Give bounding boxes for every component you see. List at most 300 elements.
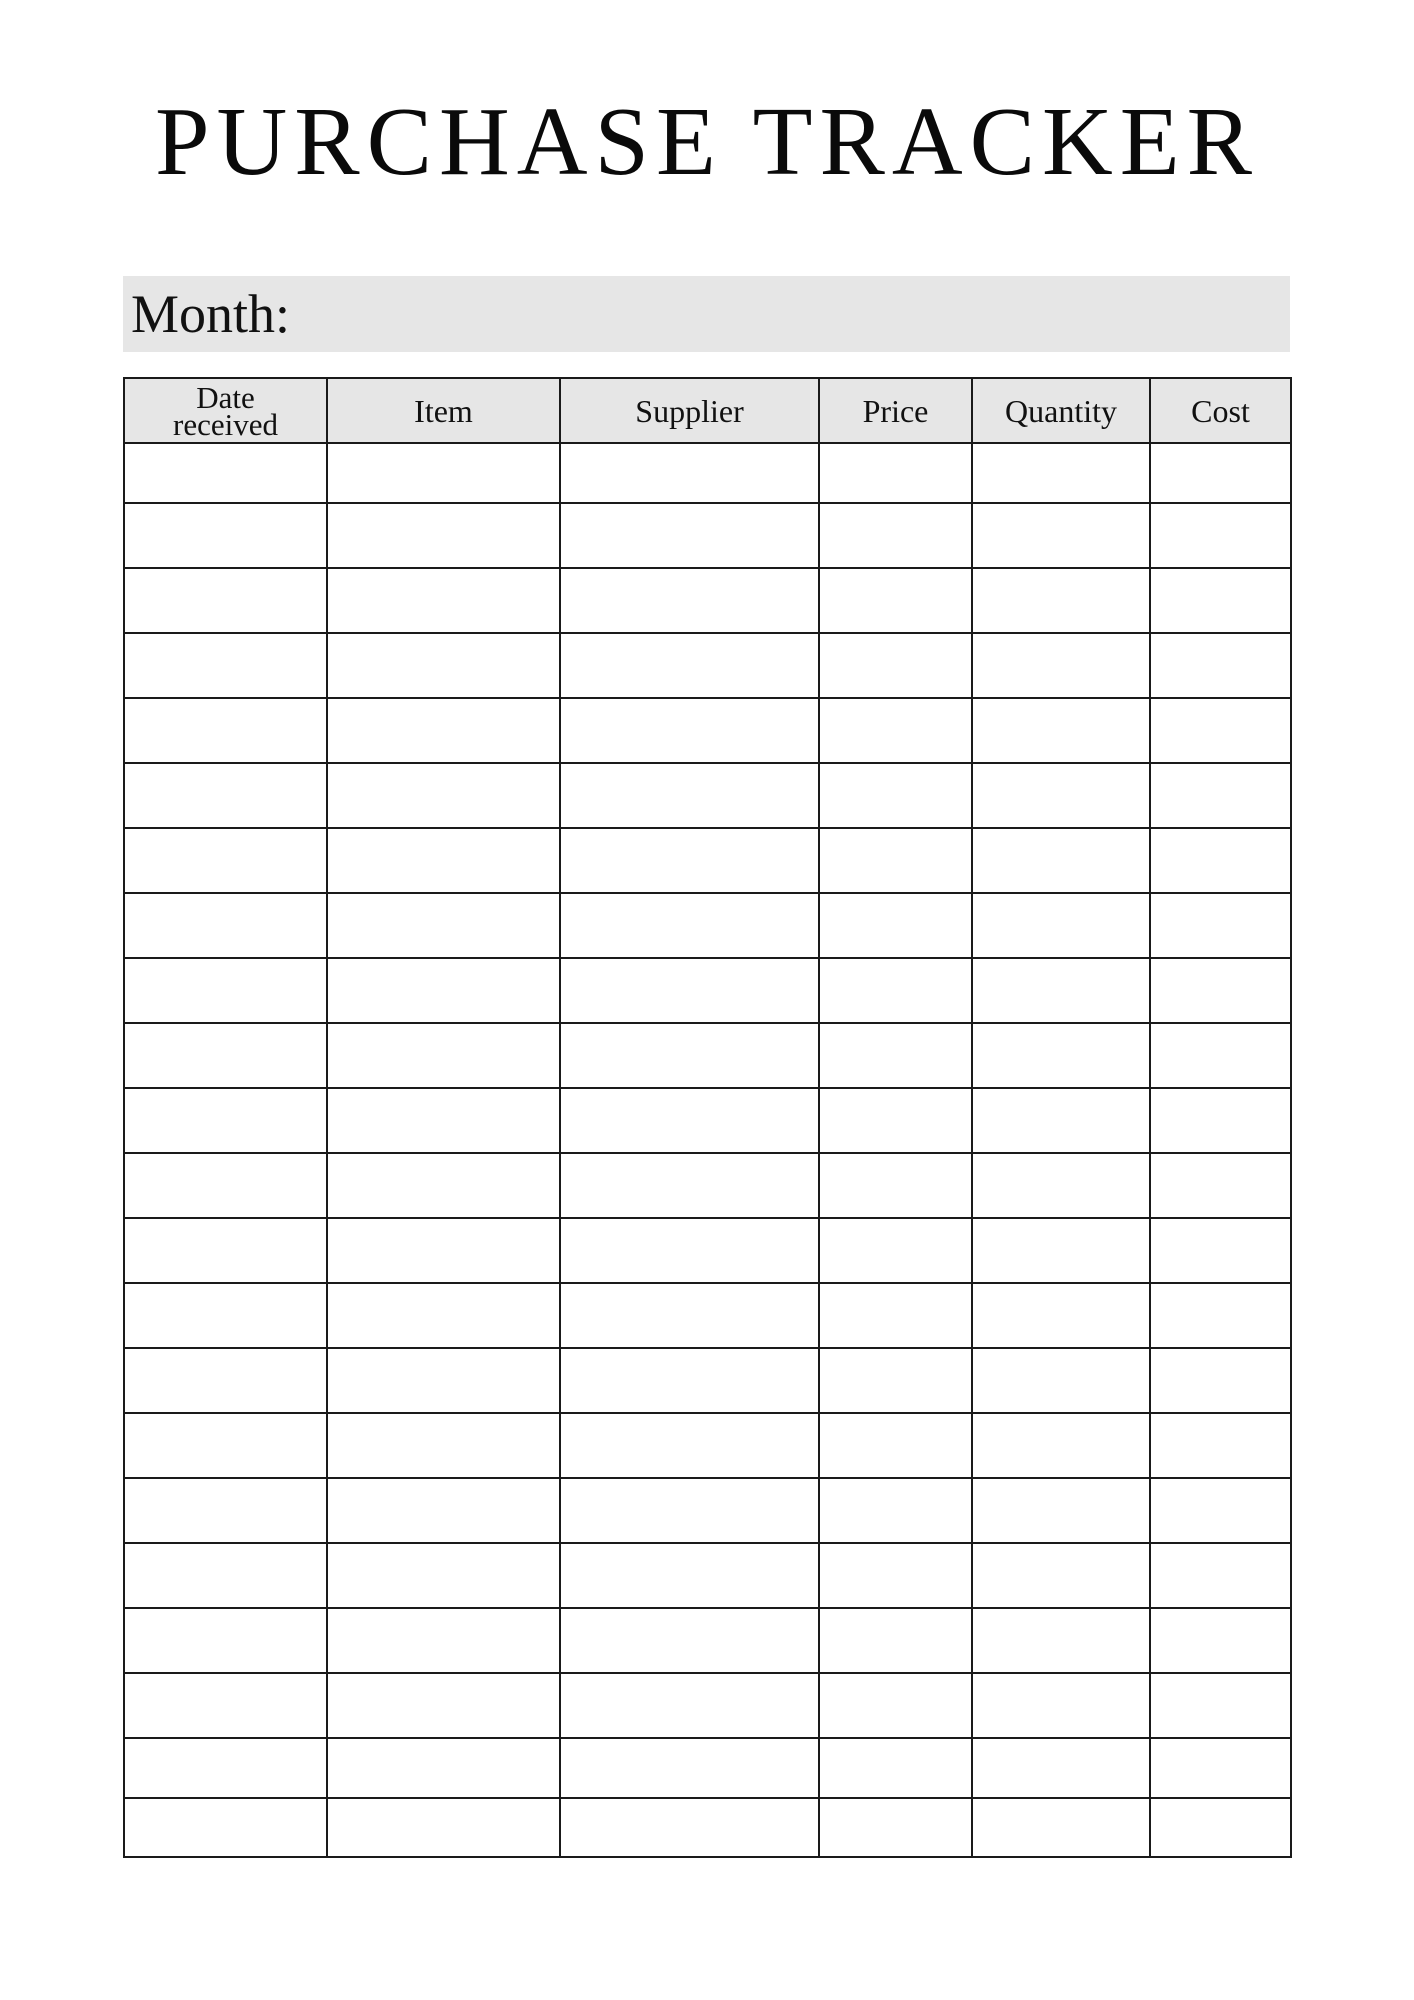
table-row bbox=[124, 1738, 1291, 1798]
quantity-input[interactable] bbox=[973, 504, 1149, 567]
price-input[interactable] bbox=[820, 699, 971, 762]
quantity-input[interactable] bbox=[973, 1024, 1149, 1087]
cell-quantity[interactable] bbox=[972, 828, 1150, 893]
cell-price[interactable] bbox=[819, 568, 972, 633]
cell-supplier[interactable] bbox=[560, 503, 819, 568]
quantity-input[interactable] bbox=[973, 1219, 1149, 1282]
quantity-input[interactable] bbox=[973, 1674, 1149, 1737]
cell-supplier[interactable] bbox=[560, 1738, 819, 1798]
date-received-input[interactable] bbox=[125, 1219, 326, 1282]
cell-item[interactable] bbox=[327, 1673, 560, 1738]
cell-cost[interactable] bbox=[1150, 503, 1291, 568]
cell-item[interactable] bbox=[327, 1413, 560, 1478]
cell-date_received[interactable] bbox=[124, 893, 327, 958]
cell-cost[interactable] bbox=[1150, 443, 1291, 503]
quantity-input[interactable] bbox=[973, 1349, 1149, 1412]
cell-supplier[interactable] bbox=[560, 1218, 819, 1283]
cost-input[interactable] bbox=[1151, 764, 1290, 827]
cell-item[interactable] bbox=[327, 633, 560, 698]
quantity-input[interactable] bbox=[973, 634, 1149, 697]
table-row bbox=[124, 1543, 1291, 1608]
price-input[interactable] bbox=[820, 959, 971, 1022]
cell-item[interactable] bbox=[327, 443, 560, 503]
item-input[interactable] bbox=[328, 764, 559, 827]
cell-date_received[interactable] bbox=[124, 1088, 327, 1153]
cost-input[interactable] bbox=[1151, 699, 1290, 762]
supplier-input[interactable] bbox=[561, 1544, 818, 1607]
supplier-input[interactable] bbox=[561, 1089, 818, 1152]
price-input[interactable] bbox=[820, 634, 971, 697]
cost-input[interactable] bbox=[1151, 829, 1290, 892]
date-received-input[interactable] bbox=[125, 1154, 326, 1217]
cell-cost[interactable] bbox=[1150, 568, 1291, 633]
cost-input[interactable] bbox=[1151, 1024, 1290, 1087]
cell-item[interactable] bbox=[327, 698, 560, 763]
cell-cost[interactable] bbox=[1150, 1413, 1291, 1478]
price-input[interactable] bbox=[820, 1674, 971, 1737]
cell-date_received[interactable] bbox=[124, 1608, 327, 1673]
item-input[interactable] bbox=[328, 1674, 559, 1737]
table-row bbox=[124, 698, 1291, 763]
cell-item[interactable] bbox=[327, 828, 560, 893]
month-input[interactable] bbox=[313, 284, 1280, 346]
cell-price[interactable] bbox=[819, 958, 972, 1023]
cell-item[interactable] bbox=[327, 503, 560, 568]
cell-date_received[interactable] bbox=[124, 1153, 327, 1218]
item-input[interactable] bbox=[328, 634, 559, 697]
cell-price[interactable] bbox=[819, 503, 972, 568]
cell-supplier[interactable] bbox=[560, 568, 819, 633]
cell-price[interactable] bbox=[819, 1738, 972, 1798]
cell-date_received[interactable] bbox=[124, 958, 327, 1023]
quantity-input[interactable] bbox=[973, 1479, 1149, 1542]
supplier-input[interactable] bbox=[561, 504, 818, 567]
date-received-input[interactable] bbox=[125, 1479, 326, 1542]
cell-date_received[interactable] bbox=[124, 633, 327, 698]
cell-price[interactable] bbox=[819, 1543, 972, 1608]
item-input[interactable] bbox=[328, 444, 559, 502]
supplier-input[interactable] bbox=[561, 1799, 818, 1856]
cell-supplier[interactable] bbox=[560, 698, 819, 763]
table-row bbox=[124, 443, 1291, 503]
price-input[interactable] bbox=[820, 1414, 971, 1477]
table-row bbox=[124, 1478, 1291, 1543]
cost-input[interactable] bbox=[1151, 1284, 1290, 1347]
quantity-input[interactable] bbox=[973, 1739, 1149, 1797]
table-row bbox=[124, 763, 1291, 828]
cell-item[interactable] bbox=[327, 1543, 560, 1608]
cell-supplier[interactable] bbox=[560, 893, 819, 958]
cost-input[interactable] bbox=[1151, 1544, 1290, 1607]
table-row bbox=[124, 568, 1291, 633]
cell-quantity[interactable] bbox=[972, 1738, 1150, 1798]
item-input[interactable] bbox=[328, 894, 559, 957]
quantity-input[interactable] bbox=[973, 1154, 1149, 1217]
table-row bbox=[124, 828, 1291, 893]
purchase-table bbox=[123, 377, 1292, 1858]
cell-price[interactable] bbox=[819, 1023, 972, 1088]
date-received-input[interactable] bbox=[125, 959, 326, 1022]
cell-item[interactable] bbox=[327, 1798, 560, 1857]
cell-date_received[interactable] bbox=[124, 568, 327, 633]
date-received-input[interactable] bbox=[125, 1674, 326, 1737]
quantity-input[interactable] bbox=[973, 764, 1149, 827]
date-received-input[interactable] bbox=[125, 1609, 326, 1672]
cost-input[interactable] bbox=[1151, 1219, 1290, 1282]
cost-input[interactable] bbox=[1151, 1349, 1290, 1412]
date-received-input[interactable] bbox=[125, 1024, 326, 1087]
item-input[interactable] bbox=[328, 1479, 559, 1542]
column-header-item: Item bbox=[327, 378, 560, 443]
quantity-input[interactable] bbox=[973, 1799, 1149, 1856]
price-input[interactable] bbox=[820, 1024, 971, 1087]
item-input[interactable] bbox=[328, 829, 559, 892]
price-input[interactable] bbox=[820, 1609, 971, 1672]
cell-quantity[interactable] bbox=[972, 1088, 1150, 1153]
cost-input[interactable] bbox=[1151, 1154, 1290, 1217]
cell-price[interactable] bbox=[819, 828, 972, 893]
cell-item[interactable] bbox=[327, 1153, 560, 1218]
item-input[interactable] bbox=[328, 1024, 559, 1087]
price-input[interactable] bbox=[820, 1154, 971, 1217]
cell-price[interactable] bbox=[819, 1283, 972, 1348]
cell-price[interactable] bbox=[819, 1088, 972, 1153]
cost-input[interactable] bbox=[1151, 1739, 1290, 1797]
supplier-input[interactable] bbox=[561, 699, 818, 762]
quantity-input[interactable] bbox=[973, 1414, 1149, 1477]
cell-date_received[interactable] bbox=[124, 1348, 327, 1413]
month-bar bbox=[123, 276, 1290, 352]
quantity-input[interactable] bbox=[973, 959, 1149, 1022]
cell-supplier[interactable] bbox=[560, 1153, 819, 1218]
table-row bbox=[124, 1153, 1291, 1218]
supplier-input[interactable] bbox=[561, 569, 818, 632]
cell-price[interactable] bbox=[819, 1348, 972, 1413]
cell-cost[interactable] bbox=[1150, 1088, 1291, 1153]
cell-cost[interactable] bbox=[1150, 958, 1291, 1023]
supplier-input[interactable] bbox=[561, 1284, 818, 1347]
cell-price[interactable] bbox=[819, 1798, 972, 1857]
cell-supplier[interactable] bbox=[560, 1348, 819, 1413]
cell-price[interactable] bbox=[819, 443, 972, 503]
cell-cost[interactable] bbox=[1150, 1798, 1291, 1857]
cell-price[interactable] bbox=[819, 1478, 972, 1543]
item-input[interactable] bbox=[328, 1089, 559, 1152]
price-input[interactable] bbox=[820, 1479, 971, 1542]
cell-date_received[interactable] bbox=[124, 1413, 327, 1478]
cell-date_received[interactable] bbox=[124, 1673, 327, 1738]
price-input[interactable] bbox=[820, 1219, 971, 1282]
cell-item[interactable] bbox=[327, 1478, 560, 1543]
item-input[interactable] bbox=[328, 569, 559, 632]
cell-item[interactable] bbox=[327, 958, 560, 1023]
cost-input[interactable] bbox=[1151, 569, 1290, 632]
cell-supplier[interactable] bbox=[560, 828, 819, 893]
column-header-date-line1: Date bbox=[196, 379, 255, 415]
cell-item[interactable] bbox=[327, 893, 560, 958]
table-row bbox=[124, 893, 1291, 958]
cell-date_received[interactable] bbox=[124, 763, 327, 828]
date-received-input[interactable] bbox=[125, 1284, 326, 1347]
cell-price[interactable] bbox=[819, 893, 972, 958]
date-received-input[interactable] bbox=[125, 894, 326, 957]
cell-quantity[interactable] bbox=[972, 698, 1150, 763]
cell-date_received[interactable] bbox=[124, 698, 327, 763]
date-received-input[interactable] bbox=[125, 504, 326, 567]
date-received-input[interactable] bbox=[125, 829, 326, 892]
column-header-price: Price bbox=[819, 378, 972, 443]
cell-cost[interactable] bbox=[1150, 763, 1291, 828]
price-input[interactable] bbox=[820, 569, 971, 632]
cost-input[interactable] bbox=[1151, 1089, 1290, 1152]
cell-cost[interactable] bbox=[1150, 828, 1291, 893]
cell-item[interactable] bbox=[327, 1283, 560, 1348]
cell-supplier[interactable] bbox=[560, 1088, 819, 1153]
cell-supplier[interactable] bbox=[560, 443, 819, 503]
cell-supplier[interactable] bbox=[560, 1543, 819, 1608]
cell-quantity[interactable] bbox=[972, 763, 1150, 828]
table-header bbox=[124, 378, 1291, 443]
month-label: Month: bbox=[131, 284, 291, 344]
price-input[interactable] bbox=[820, 1349, 971, 1412]
item-input[interactable] bbox=[328, 1799, 559, 1856]
item-input[interactable] bbox=[328, 504, 559, 567]
date-received-input[interactable] bbox=[125, 764, 326, 827]
supplier-input[interactable] bbox=[561, 1479, 818, 1542]
cell-quantity[interactable] bbox=[972, 633, 1150, 698]
cost-input[interactable] bbox=[1151, 444, 1290, 502]
supplier-input[interactable] bbox=[561, 634, 818, 697]
cell-cost[interactable] bbox=[1150, 1023, 1291, 1088]
supplier-input[interactable] bbox=[561, 1674, 818, 1737]
date-received-input[interactable] bbox=[125, 1089, 326, 1152]
quantity-input[interactable] bbox=[973, 894, 1149, 957]
item-input[interactable] bbox=[328, 1414, 559, 1477]
cell-supplier[interactable] bbox=[560, 1478, 819, 1543]
table-row bbox=[124, 503, 1291, 568]
cell-price[interactable] bbox=[819, 763, 972, 828]
cell-quantity[interactable] bbox=[972, 1608, 1150, 1673]
cell-date_received[interactable] bbox=[124, 1218, 327, 1283]
quantity-input[interactable] bbox=[973, 699, 1149, 762]
cell-supplier[interactable] bbox=[560, 763, 819, 828]
cell-date_received[interactable] bbox=[124, 1543, 327, 1608]
cell-cost[interactable] bbox=[1150, 1153, 1291, 1218]
item-input[interactable] bbox=[328, 959, 559, 1022]
cell-supplier[interactable] bbox=[560, 1283, 819, 1348]
cell-price[interactable] bbox=[819, 1153, 972, 1218]
cell-price[interactable] bbox=[819, 633, 972, 698]
cell-supplier[interactable] bbox=[560, 1023, 819, 1088]
supplier-input[interactable] bbox=[561, 1024, 818, 1087]
header-row bbox=[124, 378, 1291, 443]
cell-supplier[interactable] bbox=[560, 1673, 819, 1738]
price-input[interactable] bbox=[820, 764, 971, 827]
table-row bbox=[124, 1348, 1291, 1413]
cost-input[interactable] bbox=[1151, 1414, 1290, 1477]
table-row bbox=[124, 1023, 1291, 1088]
cell-date_received[interactable] bbox=[124, 1738, 327, 1798]
cell-cost[interactable] bbox=[1150, 1608, 1291, 1673]
item-input[interactable] bbox=[328, 1544, 559, 1607]
cell-supplier[interactable] bbox=[560, 633, 819, 698]
table-row bbox=[124, 1673, 1291, 1738]
cell-supplier[interactable] bbox=[560, 1798, 819, 1857]
cell-quantity[interactable] bbox=[972, 893, 1150, 958]
cell-date_received[interactable] bbox=[124, 503, 327, 568]
quantity-input[interactable] bbox=[973, 1544, 1149, 1607]
price-input[interactable] bbox=[820, 1739, 971, 1797]
cell-quantity[interactable] bbox=[972, 1218, 1150, 1283]
cell-quantity[interactable] bbox=[972, 1153, 1150, 1218]
cell-quantity[interactable] bbox=[972, 503, 1150, 568]
cell-price[interactable] bbox=[819, 1608, 972, 1673]
column-header-date-line2: received bbox=[173, 406, 278, 442]
cell-date_received[interactable] bbox=[124, 1478, 327, 1543]
cell-quantity[interactable] bbox=[972, 1023, 1150, 1088]
table-row bbox=[124, 633, 1291, 698]
item-input[interactable] bbox=[328, 1609, 559, 1672]
cell-supplier[interactable] bbox=[560, 1608, 819, 1673]
date-received-input[interactable] bbox=[125, 634, 326, 697]
cost-input[interactable] bbox=[1151, 1799, 1290, 1856]
table-row bbox=[124, 1608, 1291, 1673]
cell-quantity[interactable] bbox=[972, 443, 1150, 503]
cell-supplier[interactable] bbox=[560, 958, 819, 1023]
cell-cost[interactable] bbox=[1150, 1738, 1291, 1798]
supplier-input[interactable] bbox=[561, 829, 818, 892]
cell-quantity[interactable] bbox=[972, 1478, 1150, 1543]
supplier-input[interactable] bbox=[561, 444, 818, 502]
cell-item[interactable] bbox=[327, 1023, 560, 1088]
supplier-input[interactable] bbox=[561, 1414, 818, 1477]
page-title: PURCHASE TRACKER bbox=[154, 88, 1259, 196]
supplier-input[interactable] bbox=[561, 1739, 818, 1797]
cell-date_received[interactable] bbox=[124, 828, 327, 893]
cell-price[interactable] bbox=[819, 1413, 972, 1478]
cell-cost[interactable] bbox=[1150, 1218, 1291, 1283]
cell-quantity[interactable] bbox=[972, 1798, 1150, 1857]
cost-input[interactable] bbox=[1151, 504, 1290, 567]
table-row bbox=[124, 1088, 1291, 1153]
cell-price[interactable] bbox=[819, 1673, 972, 1738]
cell-cost[interactable] bbox=[1150, 698, 1291, 763]
table-row bbox=[124, 1218, 1291, 1283]
date-received-input[interactable] bbox=[125, 1799, 326, 1856]
cell-item[interactable] bbox=[327, 1218, 560, 1283]
cell-item[interactable] bbox=[327, 763, 560, 828]
quantity-input[interactable] bbox=[973, 569, 1149, 632]
cell-cost[interactable] bbox=[1150, 1543, 1291, 1608]
cell-quantity[interactable] bbox=[972, 1283, 1150, 1348]
supplier-input[interactable] bbox=[561, 764, 818, 827]
cost-input[interactable] bbox=[1151, 634, 1290, 697]
item-input[interactable] bbox=[328, 699, 559, 762]
cell-cost[interactable] bbox=[1150, 633, 1291, 698]
price-input[interactable] bbox=[820, 504, 971, 567]
cell-quantity[interactable] bbox=[972, 1413, 1150, 1478]
quantity-input[interactable] bbox=[973, 1089, 1149, 1152]
cell-price[interactable] bbox=[819, 1218, 972, 1283]
cost-input[interactable] bbox=[1151, 959, 1290, 1022]
date-received-input[interactable] bbox=[125, 1349, 326, 1412]
price-input[interactable] bbox=[820, 1089, 971, 1152]
quantity-input[interactable] bbox=[973, 829, 1149, 892]
cell-quantity[interactable] bbox=[972, 1673, 1150, 1738]
supplier-input[interactable] bbox=[561, 1349, 818, 1412]
cell-date_received[interactable] bbox=[124, 1023, 327, 1088]
price-input[interactable] bbox=[820, 894, 971, 957]
quantity-input[interactable] bbox=[973, 1284, 1149, 1347]
supplier-input[interactable] bbox=[561, 894, 818, 957]
cell-quantity[interactable] bbox=[972, 568, 1150, 633]
column-header-supplier: Supplier bbox=[560, 378, 819, 443]
price-input[interactable] bbox=[820, 1284, 971, 1347]
cell-quantity[interactable] bbox=[972, 1543, 1150, 1608]
date-received-input[interactable] bbox=[125, 569, 326, 632]
cell-supplier[interactable] bbox=[560, 1413, 819, 1478]
cell-cost[interactable] bbox=[1150, 1673, 1291, 1738]
price-input[interactable] bbox=[820, 829, 971, 892]
cell-date_received[interactable] bbox=[124, 1798, 327, 1857]
cell-item[interactable] bbox=[327, 1348, 560, 1413]
date-received-input[interactable] bbox=[125, 1414, 326, 1477]
date-received-input[interactable] bbox=[125, 699, 326, 762]
item-input[interactable] bbox=[328, 1154, 559, 1217]
cell-item[interactable] bbox=[327, 568, 560, 633]
cell-cost[interactable] bbox=[1150, 1478, 1291, 1543]
price-input[interactable] bbox=[820, 1799, 971, 1856]
date-received-input[interactable] bbox=[125, 444, 326, 502]
cell-quantity[interactable] bbox=[972, 1348, 1150, 1413]
cell-price[interactable] bbox=[819, 698, 972, 763]
supplier-input[interactable] bbox=[561, 1219, 818, 1282]
quantity-input[interactable] bbox=[973, 1609, 1149, 1672]
item-input[interactable] bbox=[328, 1284, 559, 1347]
item-input[interactable] bbox=[328, 1349, 559, 1412]
price-input[interactable] bbox=[820, 444, 971, 502]
cell-date_received[interactable] bbox=[124, 443, 327, 503]
cost-input[interactable] bbox=[1151, 1609, 1290, 1672]
cost-input[interactable] bbox=[1151, 894, 1290, 957]
cell-item[interactable] bbox=[327, 1608, 560, 1673]
cell-date_received[interactable] bbox=[124, 1283, 327, 1348]
cell-cost[interactable] bbox=[1150, 893, 1291, 958]
item-input[interactable] bbox=[328, 1739, 559, 1797]
table-body bbox=[124, 443, 1291, 1857]
cell-item[interactable] bbox=[327, 1088, 560, 1153]
table-row bbox=[124, 958, 1291, 1023]
supplier-input[interactable] bbox=[561, 1609, 818, 1672]
cell-quantity[interactable] bbox=[972, 958, 1150, 1023]
cost-input[interactable] bbox=[1151, 1479, 1290, 1542]
cost-input[interactable] bbox=[1151, 1674, 1290, 1737]
supplier-input[interactable] bbox=[561, 959, 818, 1022]
price-input[interactable] bbox=[820, 1544, 971, 1607]
cell-item[interactable] bbox=[327, 1738, 560, 1798]
date-received-input[interactable] bbox=[125, 1544, 326, 1607]
cell-cost[interactable] bbox=[1150, 1283, 1291, 1348]
supplier-input[interactable] bbox=[561, 1154, 818, 1217]
item-input[interactable] bbox=[328, 1219, 559, 1282]
quantity-input[interactable] bbox=[973, 444, 1149, 502]
date-received-input[interactable] bbox=[125, 1739, 326, 1797]
column-header-date-received bbox=[124, 378, 327, 443]
table-row bbox=[124, 1413, 1291, 1478]
table-row bbox=[124, 1798, 1291, 1857]
column-header-quantity: Quantity bbox=[972, 378, 1150, 443]
cell-cost[interactable] bbox=[1150, 1348, 1291, 1413]
